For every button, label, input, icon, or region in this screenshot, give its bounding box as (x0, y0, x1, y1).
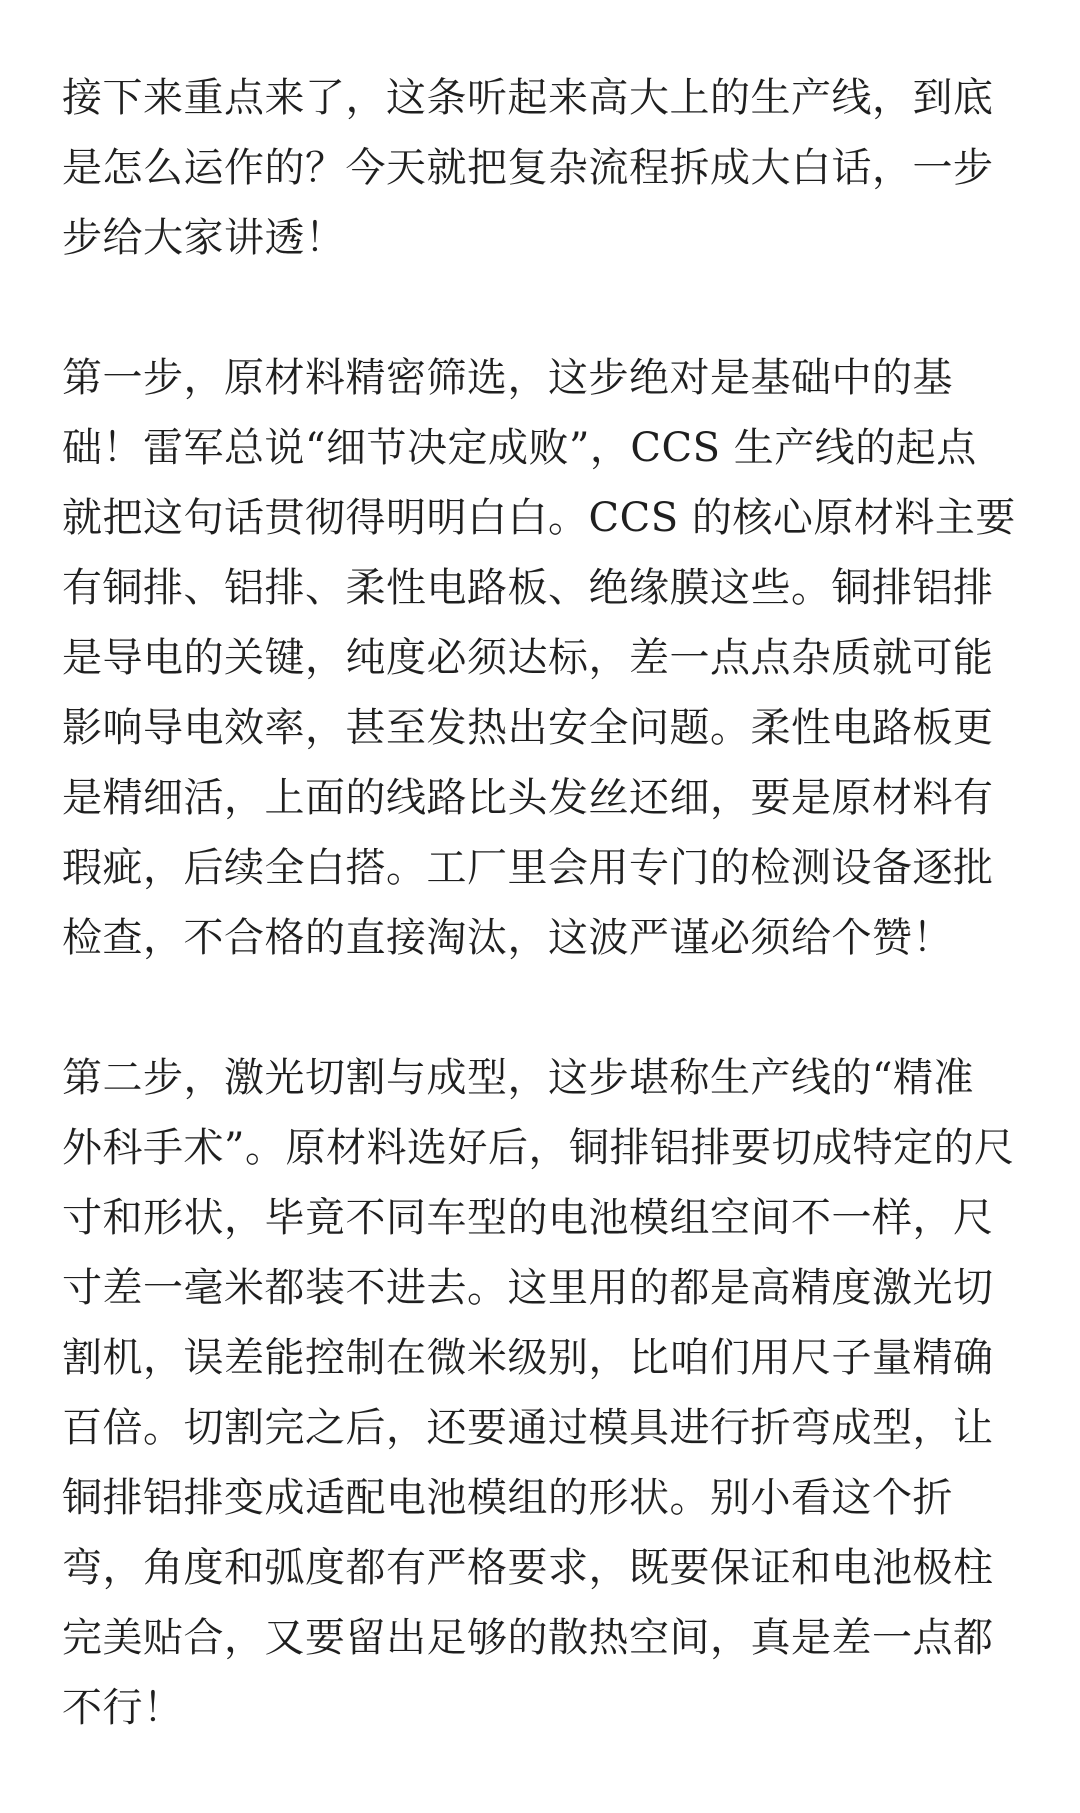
text-line: 百倍。切割完之后，还要通过模具进行折弯成型，让 (62, 1405, 994, 1451)
text-line: 寸和形状，毕竟不同车型的电池模组空间不一样，尺 (62, 1195, 994, 1241)
text-line: 就把这句话贯彻得明明白白。CCS 的核心原材料主要 (62, 495, 1016, 541)
text-line: 瑕疵，后续全白搭。工厂里会用专门的检测设备逐批 (62, 845, 994, 891)
text-line: 弯，角度和弧度都有严格要求，既要保证和电池极柱 (62, 1545, 994, 1591)
text-line: 影响导电效率，甚至发热出安全问题。柔性电路板更 (62, 705, 994, 751)
text-line: 有铜排、铝排、柔性电路板、绝缘膜这些。铜排铝排 (62, 565, 994, 611)
text-line: 第一步，原材料精密筛选，这步绝对是基础中的基 (62, 355, 953, 401)
paragraph-intro (62, 63, 1022, 273)
paragraph-step-two (62, 1043, 1022, 1743)
text-line: 础！雷军总说“细节决定成败”，CCS 生产线的起点 (62, 425, 977, 471)
text-line: 接下来重点来了，这条听起来高大上的生产线，到底 (62, 75, 994, 121)
text-line: 不行！ (62, 1685, 184, 1731)
paragraph-step-one (62, 343, 1022, 973)
text-line: 第二步，激光切割与成型，这步堪称生产线的“精准 (62, 1055, 974, 1101)
text-line: 是怎么运作的？今天就把复杂流程拆成大白话，一步 (62, 145, 994, 191)
article-body (62, 63, 1022, 1813)
text-line: 是精细活，上面的线路比头发丝还细，要是原材料有 (62, 775, 994, 821)
text-line: 铜排铝排变成适配电池模组的形状。别小看这个折 (62, 1475, 953, 1521)
text-line: 是导电的关键，纯度必须达标，差一点点杂质就可能 (62, 635, 994, 681)
text-line: 检查，不合格的直接淘汰，这波严谨必须给个赞！ (62, 915, 953, 961)
text-line: 外科手术”。原材料选好后，铜排铝排要切成特定的尺 (62, 1125, 1015, 1171)
text-line: 寸差一毫米都装不进去。这里用的都是高精度激光切 (62, 1265, 994, 1311)
text-line: 割机，误差能控制在微米级别，比咱们用尺子量精确 (62, 1335, 994, 1381)
text-line: 完美贴合，又要留出足够的散热空间，真是差一点都 (62, 1615, 994, 1661)
text-line: 步给大家讲透！ (62, 215, 346, 261)
